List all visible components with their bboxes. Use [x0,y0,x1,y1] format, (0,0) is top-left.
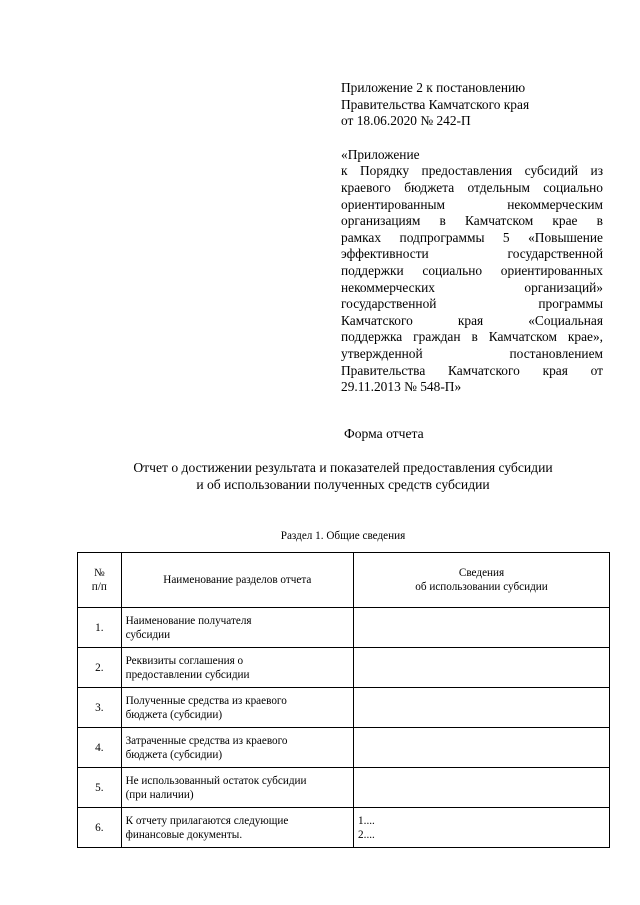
row-name-line: Затраченные средства из краевого [125,734,288,747]
appendix-block [341,80,603,396]
row-num: 4. [78,728,122,768]
row-name-line: Реквизиты соглашения о [125,654,244,667]
report-title [90,459,596,493]
row-name-line: субсидии [125,628,171,641]
table-header-row [78,553,610,608]
appendix-line: ориентированным некоммерческим [341,196,603,212]
appendix-line: от 18.06.2020 № 242-П [341,113,471,129]
appendix-line: организациям в Камчатском крае в [341,213,603,229]
appendix-line: поддержка граждан в Камчатском крае», [341,329,603,345]
row-num: 3. [78,688,122,728]
row-info-cell[interactable] [354,728,610,768]
row-num: 1. [78,608,122,648]
appendix-line: рамках подпрограммы 5 «Повышение [341,229,603,245]
appendix-line: «Приложение [341,146,420,162]
appendix-line: утвержденной постановлением [341,345,603,361]
row-info-cell[interactable] [354,768,610,808]
row-name-line: (при наличии) [125,788,194,801]
row-name-line: Не использованный остаток субсидии [125,774,307,787]
row-name-line: финансовые документы. [125,828,243,841]
appendix-line: некоммерческих организаций» [341,279,603,295]
row-info-cell[interactable] [354,608,610,648]
appendix-line: эффективности государственной [341,246,603,262]
row-info-cell[interactable] [354,688,610,728]
header-num-line: № [93,567,105,579]
row-name-line: бюджета (субсидии) [125,748,223,761]
appendix-line: Правительства Камчатского края [341,96,530,112]
table-row [78,808,610,848]
document-list-item: 1.... [358,814,375,827]
row-info-cell[interactable] [354,648,610,688]
header-info [354,553,610,608]
table-row [78,608,610,648]
appendix-line: поддержки социально ориентированных [341,262,603,278]
row-name-line: бюджета (субсидии) [125,708,223,721]
row-name [121,808,353,848]
header-info-line: Сведения [458,567,505,579]
appendix-line: краевого бюджета отдельным социально [341,179,603,195]
row-info-cell[interactable] [354,808,610,848]
row-num: 5. [78,768,122,808]
row-name [121,728,353,768]
row-name [121,768,353,808]
section-title: Раздел 1. Общие сведения [280,530,406,542]
appendix-line: 29.11.2013 № 548-П» [341,379,462,395]
row-name-line: Полученные средства из краевого [125,694,287,707]
header-num [78,553,122,608]
table-row [78,728,610,768]
table-row [78,768,610,808]
row-name-line: Наименование получателя [125,614,252,627]
table-row [78,648,610,688]
appendix-line: Камчатского края «Социальная [341,312,603,328]
appendix-line: государственной программы [341,296,603,312]
row-name [121,608,353,648]
header-info-line: об использовании субсидии [415,581,548,593]
appendix-line: Правительства Камчатского края от [341,362,603,378]
row-num: 6. [78,808,122,848]
row-name [121,648,353,688]
document-list-item: 2.... [358,828,375,841]
row-name-line: К отчету прилагаются следующие [125,814,289,827]
form-label: Форма отчета [344,426,424,441]
appendix-line: к Порядку предоставления субсидий из [341,163,603,179]
header-name: Наименование разделов отчета [121,553,353,608]
report-title-line: и об использовании полученных средств субсидии [196,477,490,492]
spacer [341,130,603,147]
row-name-line: предоставлении субсидии [125,668,250,681]
table-row [78,688,610,728]
report-table [77,552,610,848]
row-num: 2. [78,648,122,688]
appendix-line: Приложение 2 к постановлению [341,80,526,95]
report-title-line: Отчет о достижении результата и показателей предоставления субсидии [133,460,553,475]
row-name [121,688,353,728]
header-num-line: п/п [91,581,107,593]
